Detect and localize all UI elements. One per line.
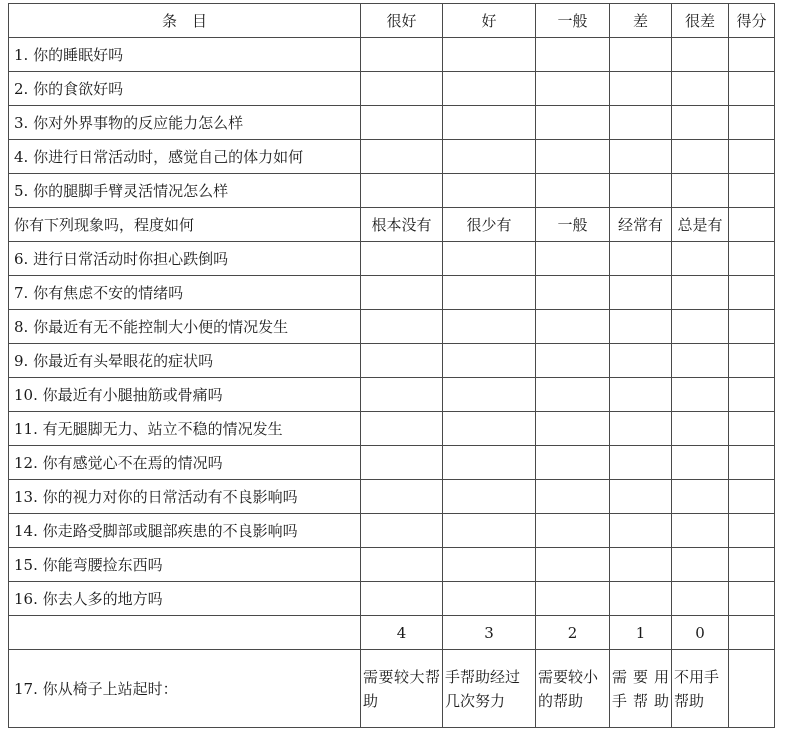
answer-cell[interactable] [443,72,536,106]
score-cell[interactable] [729,174,775,208]
answer-cell[interactable] [536,446,610,480]
answer-cell[interactable] [443,446,536,480]
answer-cell[interactable] [443,480,536,514]
answer-cell[interactable] [672,106,729,140]
question-label: 2. 你的食欲好吗 [9,72,361,106]
question-label: 15. 你能弯腰捡东西吗 [9,548,361,582]
header-col-3: 差 [610,4,672,38]
answer-cell[interactable] [361,514,443,548]
header-row [9,4,775,38]
answer-cell[interactable] [361,446,443,480]
answer-cell[interactable] [610,140,672,174]
answer-cell[interactable] [443,344,536,378]
answer-cell[interactable] [536,310,610,344]
answer-cell[interactable] [536,242,610,276]
answer-cell[interactable] [672,582,729,616]
section2-col-2: 一般 [536,208,610,242]
section2-col-1: 很少有 [443,208,536,242]
answer-cell[interactable] [610,582,672,616]
answer-cell[interactable] [443,140,536,174]
question-label: 3. 你对外界事物的反应能力怎么样 [9,106,361,140]
question-label: 1. 你的睡眠好吗 [9,38,361,72]
answer-cell[interactable] [610,106,672,140]
header-col-0: 很好 [361,4,443,38]
question-label: 16. 你去人多的地方吗 [9,582,361,616]
table-row [9,412,775,446]
answer-cell[interactable] [536,548,610,582]
answer-cell[interactable] [443,38,536,72]
answer-cell[interactable] [443,412,536,446]
answer-cell[interactable] [361,378,443,412]
table-row [9,514,775,548]
option-cell: 需要用手帮助 [610,650,672,728]
table-row [9,72,775,106]
table-row [9,480,775,514]
answer-cell[interactable] [672,276,729,310]
answer-cell[interactable] [610,378,672,412]
table-row [9,38,775,72]
score-cell[interactable] [729,616,775,650]
answer-cell[interactable] [443,276,536,310]
header-score: 得分 [729,4,775,38]
answer-cell[interactable] [672,242,729,276]
answer-cell[interactable] [361,72,443,106]
question-label: 6. 进行日常活动时你担心跌倒吗 [9,242,361,276]
answer-cell[interactable] [536,276,610,310]
answer-cell[interactable] [610,310,672,344]
question-label: 9. 你最近有头晕眼花的症状吗 [9,344,361,378]
score-cell[interactable] [729,378,775,412]
score-cell[interactable] [729,548,775,582]
header-col-1: 好 [443,4,536,38]
option-cell: 不用手帮助 [672,650,729,728]
answer-cell[interactable] [672,446,729,480]
answer-cell[interactable] [361,548,443,582]
answer-cell[interactable] [610,72,672,106]
question-label: 12. 你有感觉心不在焉的情况吗 [9,446,361,480]
table-row [9,242,775,276]
answer-cell[interactable] [443,378,536,412]
score-cell[interactable] [729,412,775,446]
answer-cell[interactable] [672,38,729,72]
score-value: 2 [536,616,610,650]
question-label: 5. 你的腿脚手臂灵活情况怎么样 [9,174,361,208]
answer-cell[interactable] [361,106,443,140]
question-label: 10. 你最近有小腿抽筋或骨痛吗 [9,378,361,412]
question-label: 4. 你进行日常活动时，感觉自己的体力如何 [9,140,361,174]
option-cell: 手帮助经过几次努力 [443,650,536,728]
score-cell[interactable] [729,480,775,514]
table-row [9,548,775,582]
score-cell[interactable] [729,582,775,616]
answer-cell[interactable] [361,242,443,276]
score-cell[interactable] [729,140,775,174]
answer-cell[interactable] [610,412,672,446]
answer-cell[interactable] [610,174,672,208]
question-label: 8. 你最近有无不能控制大小便的情况发生 [9,310,361,344]
answer-cell[interactable] [536,514,610,548]
answer-cell[interactable] [443,514,536,548]
score-value: 0 [672,616,729,650]
answer-cell[interactable] [672,378,729,412]
answer-cell[interactable] [361,344,443,378]
answer-cell[interactable] [672,140,729,174]
answer-cell[interactable] [443,548,536,582]
question-label: 13. 你的视力对你的日常活动有不良影响吗 [9,480,361,514]
table-row [9,446,775,480]
score-cell[interactable] [729,650,775,728]
table-row [9,582,775,616]
table-row [9,310,775,344]
answer-cell[interactable] [361,140,443,174]
answer-cell[interactable] [443,174,536,208]
answer-cell[interactable] [536,174,610,208]
section2-col-0: 根本没有 [361,208,443,242]
answer-cell[interactable] [536,38,610,72]
question-label: 14. 你走路受脚部或腿部疾患的不良影响吗 [9,514,361,548]
section2-col-3: 经常有 [610,208,672,242]
score-cell[interactable] [729,38,775,72]
question-label: 7. 你有焦虑不安的情绪吗 [9,276,361,310]
table-row [9,378,775,412]
answer-cell[interactable] [610,514,672,548]
answer-cell[interactable] [672,310,729,344]
answer-cell[interactable] [672,514,729,548]
answer-cell[interactable] [536,412,610,446]
chair-stand-row [9,650,775,728]
option-cell: 需要较小的帮助 [536,650,610,728]
answer-cell[interactable] [536,582,610,616]
header-item: 条 目 [9,4,361,38]
score-cell[interactable] [729,208,775,242]
answer-cell[interactable] [672,548,729,582]
score-cell[interactable] [729,446,775,480]
answer-cell[interactable] [443,582,536,616]
answer-cell[interactable] [610,480,672,514]
answer-cell[interactable] [361,174,443,208]
answer-cell[interactable] [672,174,729,208]
table-row [9,174,775,208]
table-row [9,344,775,378]
answer-cell[interactable] [443,106,536,140]
answer-cell[interactable] [361,412,443,446]
answer-cell[interactable] [610,344,672,378]
table-row [9,106,775,140]
question-label: 17. 你从椅子上站起时： [9,650,361,728]
answer-cell[interactable] [361,480,443,514]
answer-cell[interactable] [361,276,443,310]
score-cell[interactable] [729,72,775,106]
answer-cell[interactable] [536,106,610,140]
answer-cell[interactable] [672,480,729,514]
answer-cell[interactable] [361,582,443,616]
option-cell: 需要较大帮助 [361,650,443,728]
answer-cell[interactable] [672,72,729,106]
answer-cell[interactable] [361,310,443,344]
score-cell[interactable] [729,310,775,344]
answer-cell[interactable] [443,310,536,344]
answer-cell[interactable] [536,344,610,378]
score-value: 4 [361,616,443,650]
answer-cell[interactable] [610,446,672,480]
assessment-table [8,3,775,728]
score-cell[interactable] [729,242,775,276]
section2-header-row [9,208,775,242]
answer-cell[interactable] [672,344,729,378]
section2-col-4: 总是有 [672,208,729,242]
score-values-row [9,616,775,650]
section2-label: 你有下列现象吗，程度如何 [9,208,361,242]
answer-cell[interactable] [536,72,610,106]
answer-cell[interactable] [361,38,443,72]
score-value: 3 [443,616,536,650]
answer-cell[interactable] [610,548,672,582]
score-cell[interactable] [729,514,775,548]
question-label: 11. 有无腿脚无力、站立不稳的情况发生 [9,412,361,446]
header-col-2: 一般 [536,4,610,38]
answer-cell[interactable] [536,480,610,514]
score-cell[interactable] [729,106,775,140]
table-row [9,140,775,174]
answer-cell[interactable] [443,242,536,276]
empty-cell [9,616,361,650]
score-cell[interactable] [729,276,775,310]
score-cell[interactable] [729,344,775,378]
score-value: 1 [610,616,672,650]
answer-cell[interactable] [536,378,610,412]
table-row [9,276,775,310]
answer-cell[interactable] [610,276,672,310]
answer-cell[interactable] [610,242,672,276]
answer-cell[interactable] [536,140,610,174]
header-col-4: 很差 [672,4,729,38]
answer-cell[interactable] [672,412,729,446]
answer-cell[interactable] [610,38,672,72]
